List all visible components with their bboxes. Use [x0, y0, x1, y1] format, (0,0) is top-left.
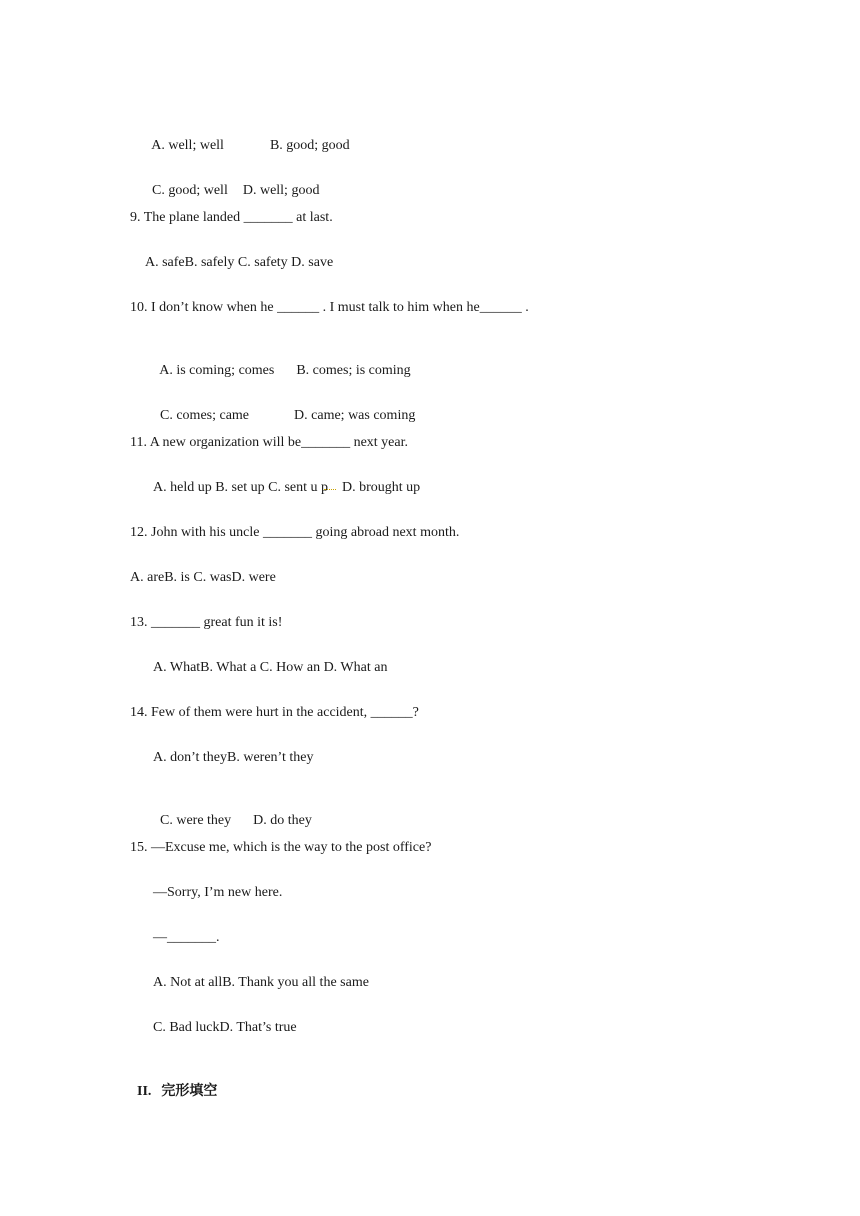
section-number: II.	[137, 1084, 152, 1099]
q8-options-line-1	[145, 119, 350, 155]
q8-option-d: D. well; good	[242, 183, 320, 198]
q12-options: A. areB. is C. wasD. were	[130, 570, 276, 585]
q15-options-line-1: A. Not at allB. Thank you all the same	[153, 975, 369, 990]
q10-options-line-1	[153, 344, 411, 380]
q15-reply-2: —_______.	[153, 930, 220, 945]
q13-stem: 13. _______ great fun it is!	[130, 615, 283, 630]
q10-options-line-2	[153, 389, 415, 425]
revision-mark	[324, 489, 336, 490]
q10-option-a: A. is coming; comes	[159, 363, 275, 378]
q8-option-c: C. good; well	[152, 183, 228, 198]
section-title: 完形填空	[161, 1083, 218, 1099]
q10-option-d: D. came; was coming	[294, 408, 416, 423]
q15-options-line-2: C. Bad luckD. That’s true	[153, 1020, 297, 1035]
q13-options: A. WhatB. What a C. How an D. What an	[153, 660, 388, 675]
q8-option-b: B. good; good	[269, 138, 350, 153]
q9-options: A. safeB. safely C. safety D. save	[145, 255, 334, 270]
q15-stem: 15. —Excuse me, which is the way to the post office?	[130, 840, 432, 855]
q14-stem: 14. Few of them were hurt in the accident, ______?	[130, 705, 419, 720]
q12-stem: 12. John with his uncle _______ going abroad next month.	[130, 525, 460, 540]
q11-stem: 11. A new organization will be_______ next year.	[130, 435, 409, 450]
q14-option-c: C. were they	[160, 813, 232, 828]
q8-options-line-2	[145, 164, 319, 200]
q14-options-line-2	[153, 794, 312, 830]
q9-stem: 9. The plane landed _______ at last.	[130, 210, 333, 225]
section-heading	[130, 1064, 217, 1101]
q11-options: A. held up B. set up C. sent u p D. brought up	[153, 480, 421, 495]
q10-option-c: C. comes; came	[160, 408, 250, 423]
q8-option-a: A. well; well	[151, 138, 224, 153]
q14-option-d: D. do they	[253, 813, 312, 828]
q15-reply-1: —Sorry, I’m new here.	[153, 885, 283, 900]
q10-stem: 10. I don’t know when he ______ . I must talk to him when he______ .	[130, 300, 529, 315]
q10-option-b: B. comes; is coming	[296, 363, 411, 378]
q14-options-line-1: A. don’t theyB. weren’t they	[153, 750, 314, 765]
